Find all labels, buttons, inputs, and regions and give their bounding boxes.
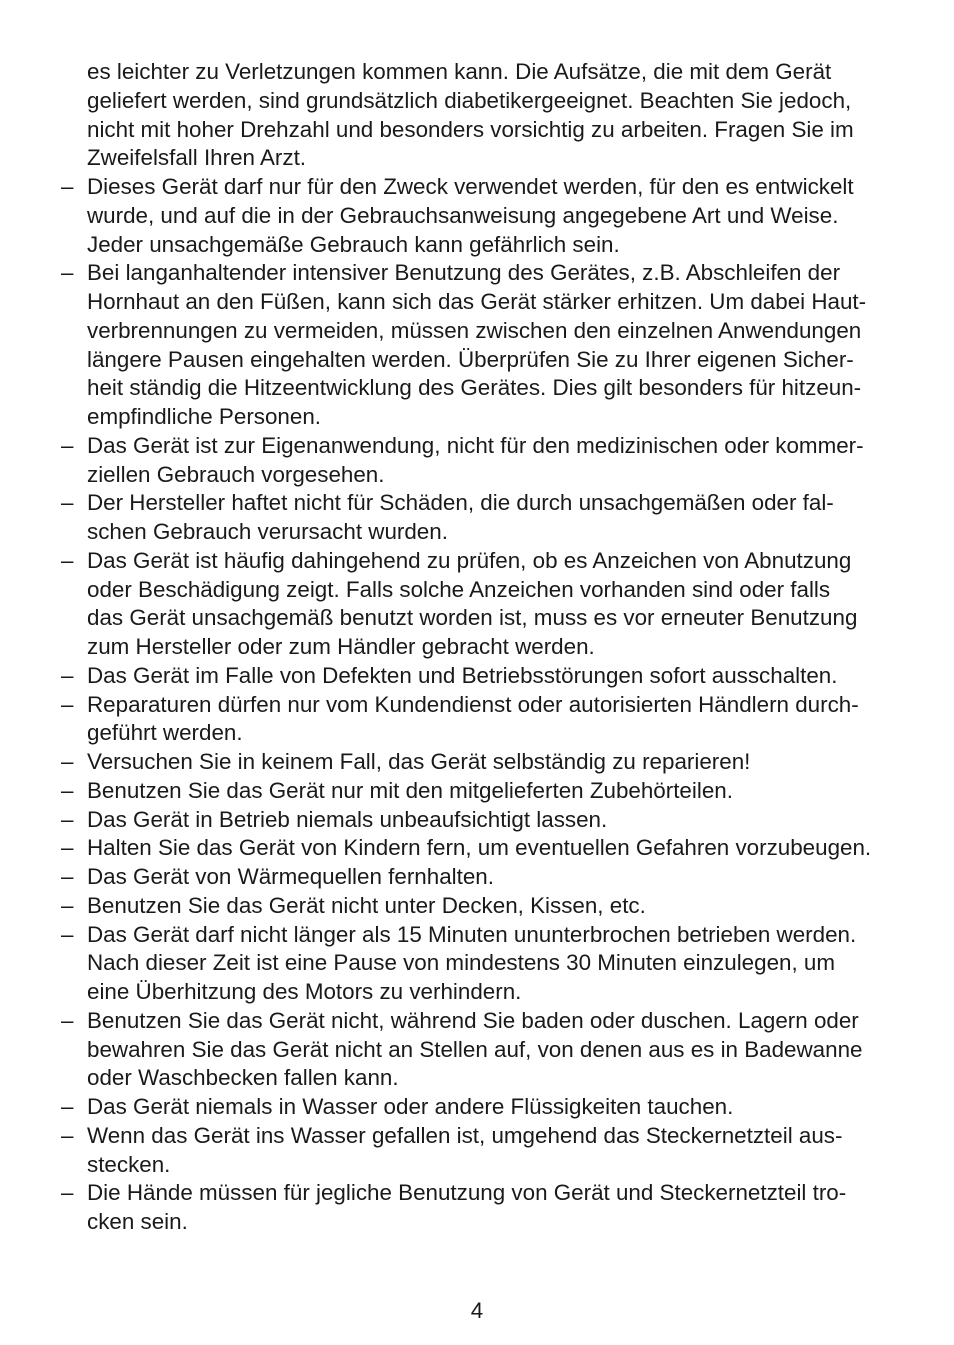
intro-paragraph <box>61 58 901 173</box>
list-item-line: Halten Sie das Gerät von Kindern fern, um eventuellen Gefahren vorzubeugen. <box>87 835 872 861</box>
list-item <box>61 1179 901 1237</box>
list-item <box>61 834 901 863</box>
list-item <box>61 432 901 490</box>
list-item-line: eine Überhitzung des Motors zu verhindern. <box>87 979 522 1004</box>
bullet-dash: – <box>61 777 74 803</box>
list-item <box>61 662 901 691</box>
list-item-line: Der Hersteller haftet nicht für Schäden, die durch unsachgemäßen oder fal- <box>87 490 834 516</box>
list-item-line: längere Pausen eingehalten werden. Überprüfen Sie zu Ihrer eigenen Sicher- <box>87 346 854 372</box>
list-item-line: Jeder unsachgemäße Gebrauch kann gefährlich sein. <box>87 231 620 257</box>
list-item-line: Das Gerät in Betrieb niemals unbeaufsichtigt lassen. <box>87 806 608 832</box>
list-item-line: wurde, und auf die in der Gebrauchsanweisung angegebene Art und Weise. <box>87 202 839 228</box>
list-item <box>61 777 901 806</box>
list-item <box>61 748 901 777</box>
bullet-dash: – <box>61 921 74 947</box>
safety-instructions <box>61 58 901 1237</box>
bullet-dash: – <box>61 892 74 918</box>
list-item <box>61 806 901 835</box>
list-item <box>61 173 901 259</box>
page-number: 4 <box>470 1298 484 1323</box>
bullet-dash: – <box>61 1180 74 1206</box>
intro-line: nicht mit hoher Drehzahl und besonders vorsichtig zu arbeiten. Fragen Sie im <box>87 116 854 142</box>
list-item <box>61 547 901 662</box>
list-item-line: zum Hersteller oder zum Händler gebracht werden. <box>87 634 595 659</box>
list-item-line: bewahren Sie das Gerät nicht an Stellen auf, von denen aus es in Badewanne <box>87 1036 863 1062</box>
list-item <box>61 892 901 921</box>
list-item <box>61 1122 901 1180</box>
list-item <box>61 691 901 749</box>
list-item-line: Versuchen Sie in keinem Fall, das Gerät selbständig zu reparieren! <box>87 749 751 774</box>
list-item-line: geführt werden. <box>87 720 243 746</box>
intro-line: Zweifelsfall Ihren Arzt. <box>87 145 307 171</box>
list-item-line: Das Gerät ist häufig dahingehend zu prüfen, ob es Anzeichen von Abnutzung <box>87 547 852 573</box>
bullet-dash: – <box>61 749 74 774</box>
bullet-dash: – <box>61 1122 74 1148</box>
list-item-line: oder Waschbecken fallen kann. <box>87 1065 399 1091</box>
list-item-line: schen Gebrauch verursacht wurden. <box>87 519 448 544</box>
list-item-line: das Gerät unsachgemäß benutzt worden ist, muss es vor erneuter Benutzung <box>87 605 858 631</box>
list-item-line: Dieses Gerät darf nur für den Zweck verwendet werden, für den es entwickelt <box>87 174 854 199</box>
list-item-line: Das Gerät ist zur Eigenanwendung, nicht für den medizinischen oder kommer- <box>87 432 864 458</box>
list-item-line: Reparaturen dürfen nur vom Kundendienst oder autorisierten Händlern durch- <box>87 691 859 717</box>
list-item-line: ziellen Gebrauch vorgesehen. <box>87 461 385 487</box>
intro-line: geliefert werden, sind grundsätzlich diabetikergeeignet. Beachten Sie jedoch, <box>87 87 852 113</box>
bullet-dash: – <box>61 662 74 688</box>
bullet-dash: – <box>61 1094 74 1119</box>
list-item-line: Das Gerät im Falle von Defekten und Betriebsstörungen sofort ausschalten. <box>87 662 838 688</box>
list-item <box>61 489 901 547</box>
list-item-line: Das Gerät niemals in Wasser oder andere Flüssigkeiten tauchen. <box>87 1094 734 1119</box>
list-item <box>61 921 901 1007</box>
list-item-line: oder Beschädigung zeigt. Falls solche Anzeichen vorhanden sind oder falls <box>87 576 831 602</box>
list-item-line: cken sein. <box>87 1209 188 1234</box>
list-item-line: stecken. <box>87 1151 171 1177</box>
list-item-line: Das Gerät darf nicht länger als 15 Minuten ununterbrochen betrieben werden. <box>87 921 857 947</box>
intro-line: es leichter zu Verletzungen kommen kann. Die Aufsätze, die mit dem Gerät <box>87 59 832 84</box>
list-item-line: Das Gerät von Wärmequellen fernhalten. <box>87 864 494 889</box>
list-item-line: Benutzen Sie das Gerät nur mit den mitgelieferten Zubehörteilen. <box>87 777 733 803</box>
bullet-dash: – <box>61 806 74 832</box>
list-item-line: Benutzen Sie das Gerät nicht, während Sie baden oder duschen. Lagern oder <box>87 1007 859 1033</box>
list-item-line: verbrennungen zu vermeiden, müssen zwischen den einzelnen Anwendungen <box>87 317 862 343</box>
bullet-dash: – <box>61 835 74 861</box>
list-item <box>61 1007 901 1093</box>
list-item-line: Bei langanhaltender intensiver Benutzung des Gerätes, z.B. Abschleifen der <box>87 260 841 286</box>
list-item-line: Die Hände müssen für jegliche Benutzung von Gerät und Steckernetzteil tro- <box>87 1180 847 1206</box>
bullet-dash: – <box>61 174 74 199</box>
list-item <box>61 259 901 432</box>
list-item-line: Wenn das Gerät ins Wasser gefallen ist, umgehend das Steckernetzteil aus- <box>87 1122 843 1148</box>
bullet-dash: – <box>61 432 74 458</box>
bullet-dash: – <box>61 864 74 889</box>
list-item-line: empfindliche Personen. <box>87 404 321 429</box>
bullet-dash: – <box>61 1007 74 1033</box>
list-item-line: heit ständig die Hitzeentwicklung des Gerätes. Dies gilt besonders für hitzeun- <box>87 375 862 401</box>
list-item-line: Hornhaut an den Füßen, kann sich das Gerät stärker erhitzen. Um dabei Haut- <box>87 289 867 314</box>
bullet-dash: – <box>61 691 74 717</box>
bullet-dash: – <box>61 490 74 516</box>
list-item <box>61 863 901 892</box>
list-item-line: Benutzen Sie das Gerät nicht unter Decken, Kissen, etc. <box>87 892 646 918</box>
bullet-dash: – <box>61 260 74 286</box>
bullet-list <box>61 173 901 1237</box>
bullet-dash: – <box>61 547 74 573</box>
list-item-line: Nach dieser Zeit ist eine Pause von mindestens 30 Minuten einzulegen, um <box>87 950 836 976</box>
list-item <box>61 1093 901 1122</box>
